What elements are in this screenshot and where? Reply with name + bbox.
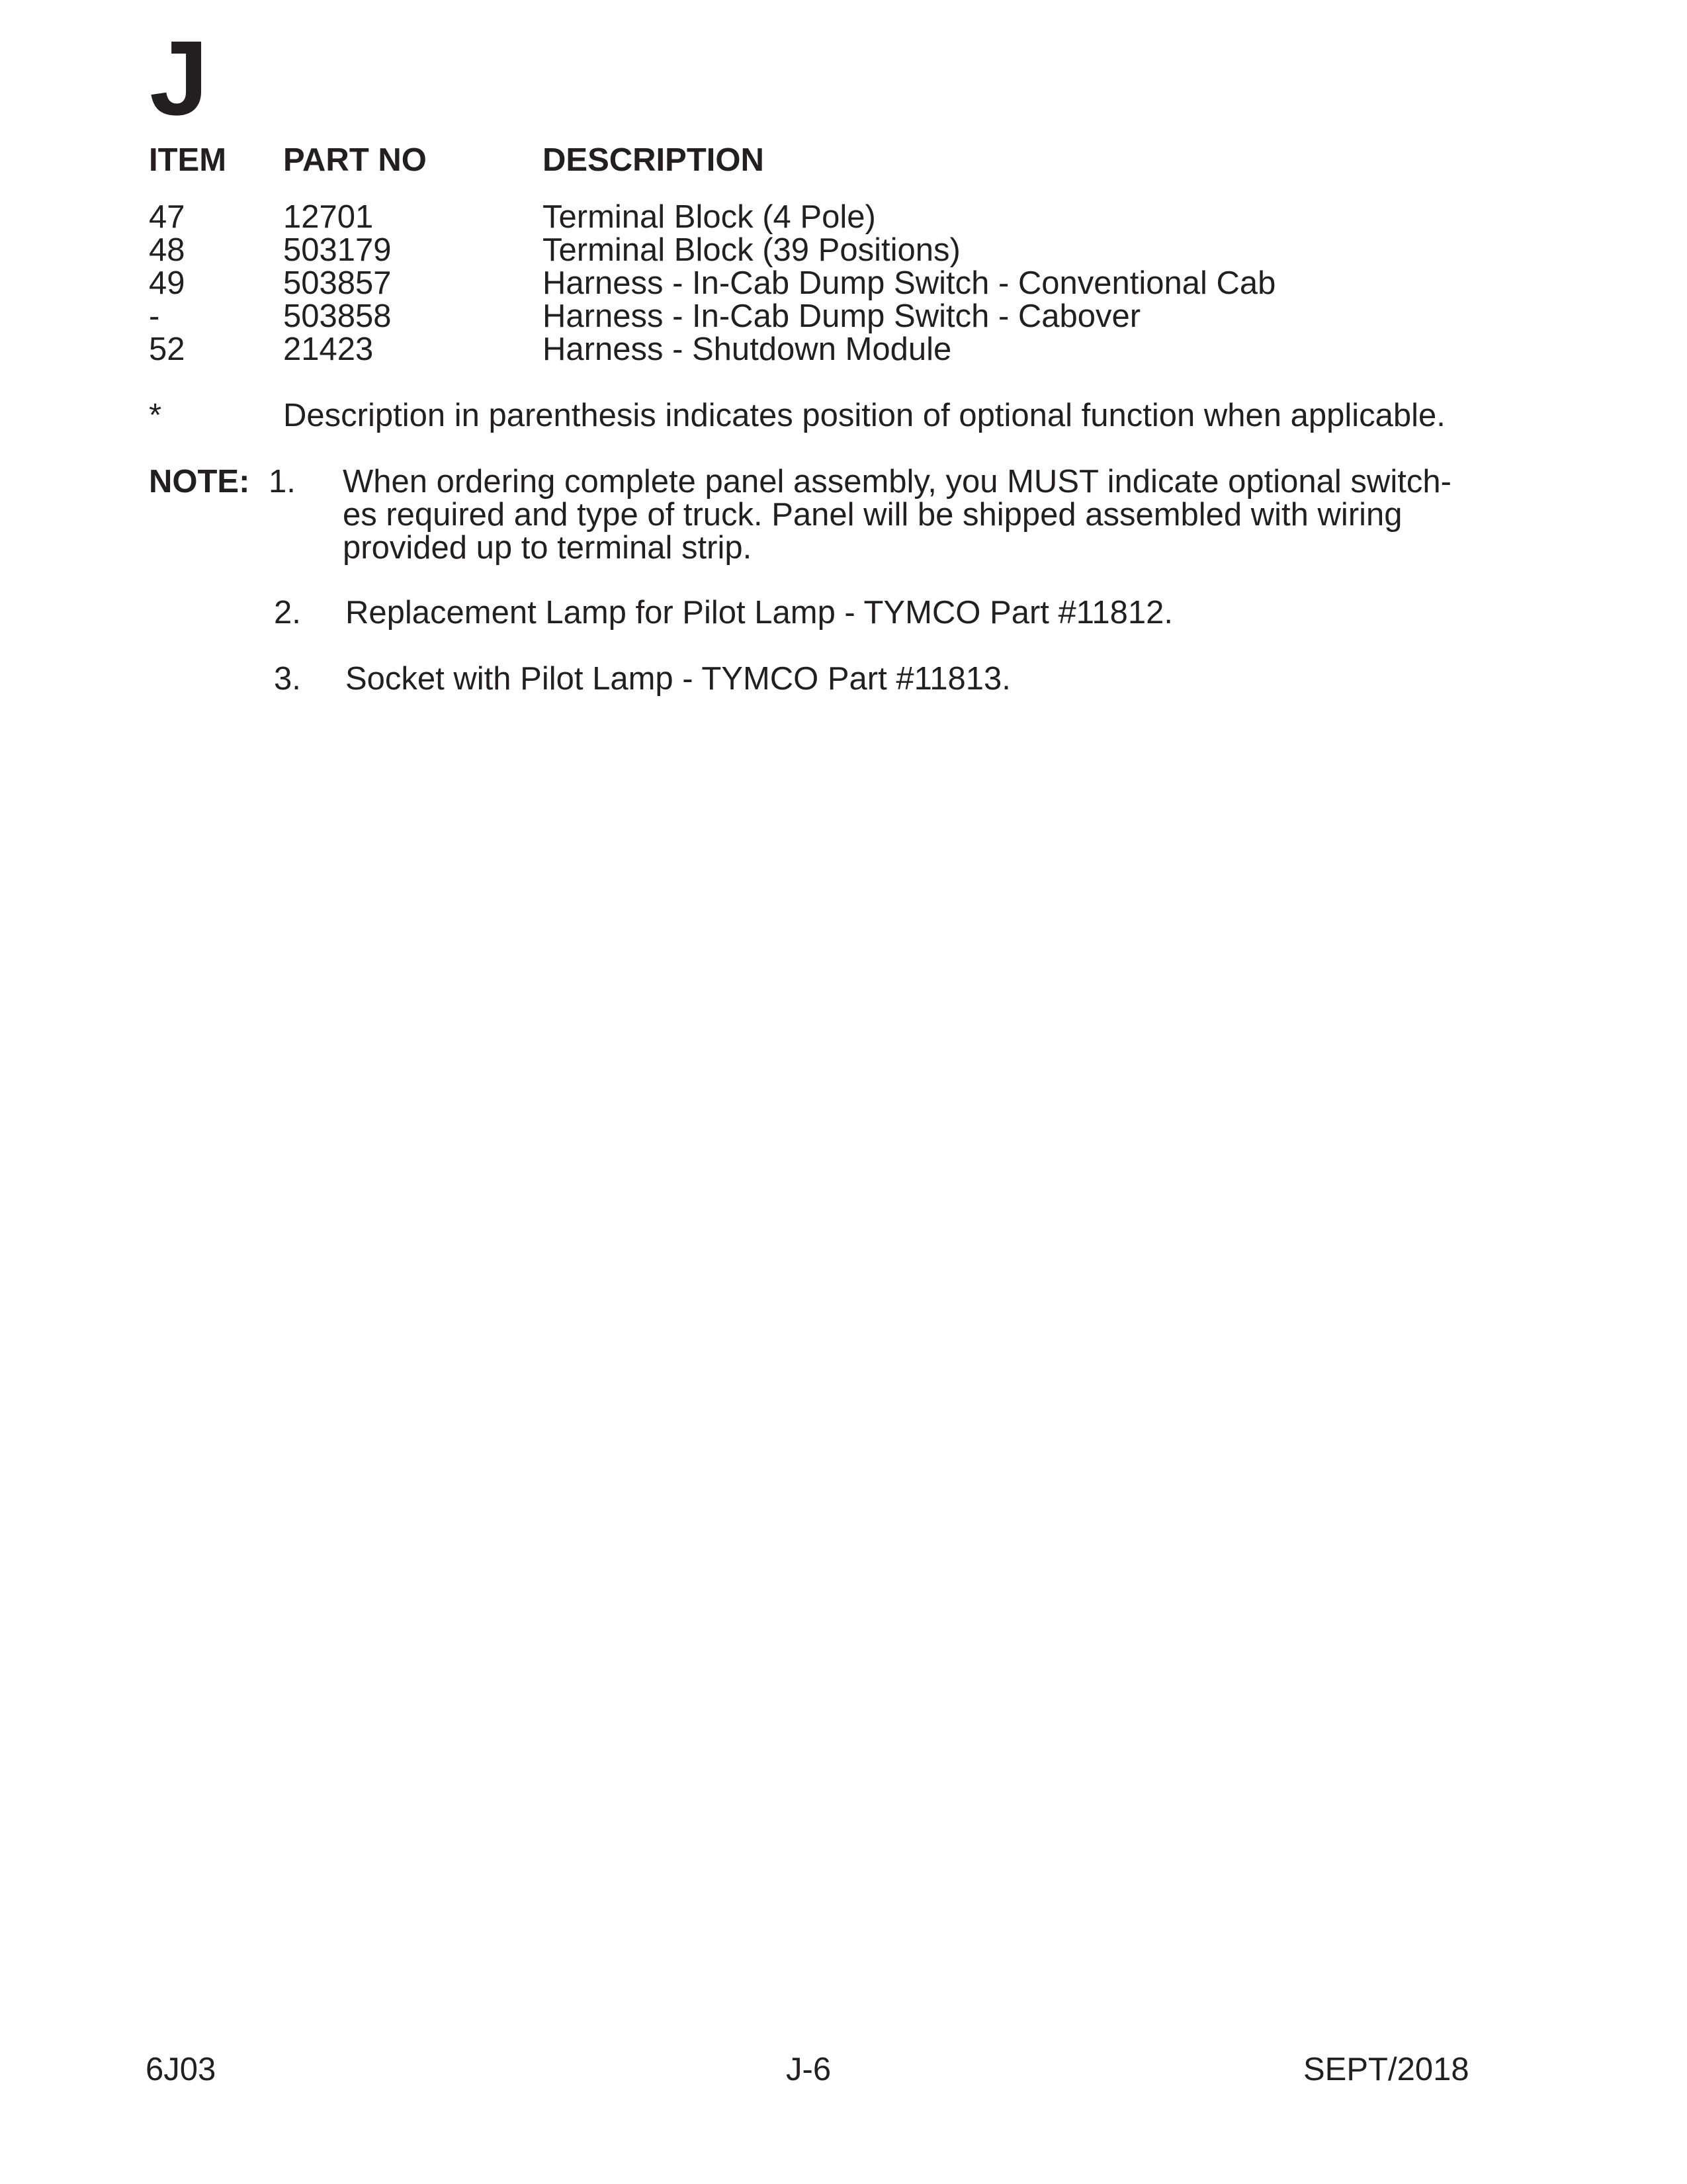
note-line: provided up to terminal strip. [343, 530, 752, 566]
note-text [345, 662, 1011, 695]
note-number: 1. [269, 464, 296, 500]
table-row [0, 201, 1687, 236]
table-row [0, 234, 1687, 269]
table-row [0, 267, 1687, 302]
footer-page-number: J-6 [786, 2052, 832, 2087]
part-description: Terminal Block (4 Pole) [542, 199, 876, 235]
table-row [0, 333, 1687, 368]
table-row [0, 300, 1687, 335]
note-number: 3. [274, 661, 301, 697]
item-number: 52 [149, 331, 185, 367]
note-text [345, 596, 1173, 629]
footer-date: SEPT/2018 [1303, 2052, 1469, 2087]
part-description: Terminal Block (39 Positions) [542, 232, 961, 268]
header-description: DESCRIPTION [542, 142, 764, 178]
part-description: Harness - Shutdown Module [542, 331, 952, 367]
part-description: Harness - In-Cab Dump Switch - Conventional Cab [542, 265, 1276, 301]
note-line: When ordering complete panel assembly, you MUST indicate optional switch- [343, 464, 1451, 500]
note-line: es required and type of truck. Panel will be shipped assembled with wiring [343, 497, 1403, 533]
item-number: - [149, 298, 160, 334]
part-number: 503858 [283, 298, 392, 334]
note-line: Socket with Pilot Lamp - TYMCO Part #11813. [345, 661, 1011, 697]
footnote-symbol: * [149, 398, 162, 433]
part-number: 12701 [283, 199, 374, 235]
note-text [343, 465, 1451, 564]
note-label: NOTE: [149, 464, 250, 500]
footnote-text: Description in parenthesis indicates position of optional function when applicable. [283, 398, 1446, 433]
parts-table-header [0, 142, 1687, 181]
header-part-no: PART NO [283, 142, 427, 178]
header-item: ITEM [149, 142, 227, 178]
part-number: 21423 [283, 331, 374, 367]
part-number: 503179 [283, 232, 392, 268]
item-number: 49 [149, 265, 185, 301]
item-number: 47 [149, 199, 185, 235]
note-number: 2. [274, 595, 301, 631]
footer-document-code: 6J03 [146, 2052, 216, 2087]
section-letter: J [150, 19, 208, 137]
part-description: Harness - In-Cab Dump Switch - Cabover [542, 298, 1141, 334]
part-number: 503857 [283, 265, 392, 301]
item-number: 48 [149, 232, 185, 268]
note-line: Replacement Lamp for Pilot Lamp - TYMCO Part #11812. [345, 595, 1173, 631]
